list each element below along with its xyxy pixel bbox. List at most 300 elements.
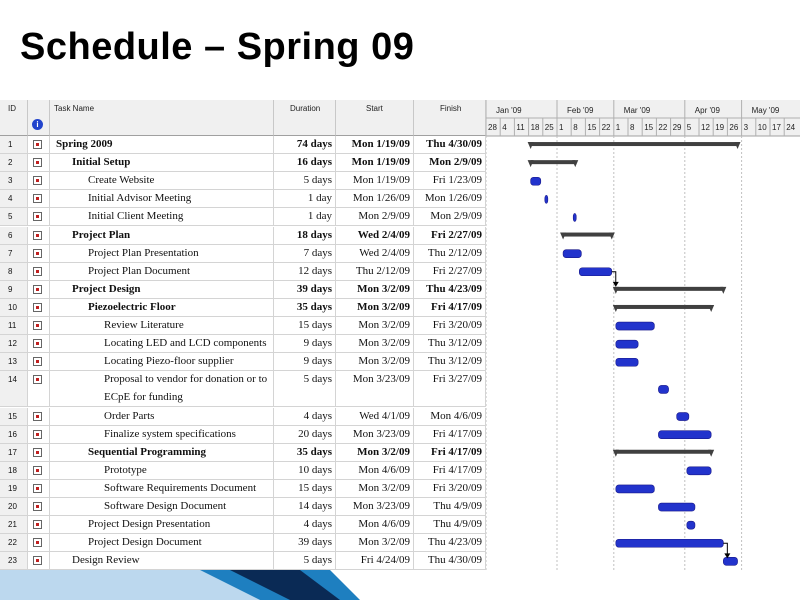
task-indicator[interactable] — [28, 552, 50, 569]
task-name-cell[interactable] — [50, 462, 274, 479]
task-duration: 5 days — [303, 373, 332, 386]
task-start: Mon 1/26/09 — [352, 192, 410, 205]
task-finish-cell[interactable] — [414, 353, 486, 370]
task-start-cell[interactable] — [336, 208, 414, 225]
task-duration: 5 days — [303, 554, 332, 567]
task-indicator[interactable] — [28, 516, 50, 533]
task-id: 20 — [0, 498, 28, 515]
task-duration-cell[interactable] — [274, 245, 336, 262]
table-row[interactable] — [0, 227, 486, 245]
note-icon — [33, 430, 42, 439]
gantt-chart — [0, 100, 800, 572]
task-finish: Thu 3/12/09 — [427, 355, 482, 368]
task-bar — [658, 503, 695, 511]
table-row[interactable] — [0, 136, 486, 154]
task-name: Project Plan Presentation — [88, 246, 199, 259]
task-id: 21 — [0, 516, 28, 533]
task-finish: Thu 2/12/09 — [427, 246, 482, 259]
task-name: Create Website — [88, 174, 155, 187]
task-id: 19 — [0, 480, 28, 497]
task-start-cell[interactable] — [336, 227, 414, 244]
week-label: 15 — [644, 123, 654, 132]
task-finish-cell[interactable] — [414, 444, 486, 461]
task-duration: 4 days — [303, 518, 332, 531]
task-id: 12 — [0, 335, 28, 352]
task-duration-cell[interactable] — [274, 498, 336, 515]
task-duration: 74 days — [296, 138, 332, 150]
task-id: 16 — [0, 426, 28, 443]
task-bar — [687, 467, 711, 475]
task-start: Mon 3/2/09 — [358, 481, 410, 494]
task-name: Project Design — [72, 282, 141, 295]
task-id: 6 — [0, 227, 28, 244]
week-label: 8 — [573, 123, 578, 132]
task-indicator[interactable] — [28, 444, 50, 461]
task-start-cell[interactable] — [336, 317, 414, 334]
task-id: 1 — [0, 136, 28, 153]
task-indicator[interactable] — [28, 281, 50, 298]
task-name: Design Review — [72, 554, 140, 567]
task-duration: 15 days — [298, 481, 332, 494]
task-start: Mon 3/2/09 — [358, 319, 410, 331]
note-icon — [33, 502, 42, 511]
task-duration-cell[interactable] — [274, 444, 336, 461]
task-start: Mon 1/19/09 — [351, 138, 410, 150]
task-name-cell[interactable] — [50, 317, 274, 334]
task-name-cell[interactable] — [50, 426, 274, 443]
week-label: 10 — [757, 123, 767, 132]
task-duration-cell[interactable] — [274, 516, 336, 533]
start-column-header[interactable]: Start — [336, 100, 414, 136]
task-duration: 16 days — [296, 156, 332, 169]
gantt-timeline — [486, 100, 800, 572]
task-start-cell[interactable] — [336, 444, 414, 461]
task-duration: 18 days — [296, 228, 332, 241]
summary-bar — [531, 160, 576, 164]
note-icon — [33, 212, 42, 221]
task-duration: 14 days — [298, 500, 332, 512]
table-row[interactable] — [0, 335, 486, 353]
task-name-cell[interactable] — [50, 353, 274, 370]
task-duration-cell[interactable] — [274, 281, 336, 298]
task-start-cell[interactable] — [336, 552, 414, 569]
task-duration-cell[interactable] — [274, 552, 336, 569]
task-duration: 1 day — [307, 210, 332, 223]
slide-decoration — [0, 570, 800, 600]
task-finish-cell[interactable] — [414, 172, 486, 189]
task-start-cell[interactable] — [336, 371, 414, 406]
table-row[interactable] — [0, 516, 486, 534]
table-row[interactable] — [0, 353, 486, 371]
task-finish-cell[interactable] — [414, 462, 486, 479]
task-start: Wed 4/1/09 — [359, 409, 410, 422]
task-start-cell[interactable] — [336, 172, 414, 189]
task-start: Mon 1/19/09 — [351, 156, 410, 169]
month-label: Feb '09 — [567, 106, 594, 115]
task-id: 23 — [0, 552, 28, 569]
task-finish: Thu 4/23/09 — [426, 282, 482, 295]
summary-bar — [616, 305, 711, 309]
task-start: Mon 3/23/09 — [352, 500, 410, 512]
task-name: Spring 2009 — [56, 138, 113, 150]
task-id: 15 — [0, 408, 28, 425]
id-column-header[interactable]: ID — [0, 100, 28, 136]
task-finish-cell[interactable] — [414, 245, 486, 262]
task-name-cell[interactable] — [50, 245, 274, 262]
task-indicator[interactable] — [28, 335, 50, 352]
task-indicator[interactable] — [28, 498, 50, 515]
task-bar — [531, 177, 541, 185]
task-indicator[interactable] — [28, 462, 50, 479]
task-bar — [723, 557, 737, 565]
task-duration-cell[interactable] — [274, 335, 336, 352]
task-id: 4 — [0, 190, 28, 207]
task-name-cell[interactable] — [50, 335, 274, 352]
task-name-column-header[interactable]: Task Name — [50, 100, 274, 136]
task-duration: 35 days — [296, 300, 332, 313]
week-label: 22 — [601, 123, 611, 132]
task-start-cell[interactable] — [336, 154, 414, 171]
task-finish: Thu 3/12/09 — [427, 337, 482, 350]
task-duration-cell[interactable] — [274, 534, 336, 551]
week-label: 15 — [587, 123, 597, 132]
task-start-cell[interactable] — [336, 353, 414, 370]
week-label: 19 — [715, 123, 725, 132]
finish-column-header[interactable]: Finish — [414, 100, 486, 136]
task-finish: Fri 4/17/09 — [430, 300, 482, 313]
task-name-cell[interactable] — [50, 154, 274, 171]
task-bar — [616, 340, 638, 348]
table-row[interactable] — [0, 480, 486, 498]
task-finish-cell[interactable] — [414, 208, 486, 225]
task-start: Mon 2/9/09 — [358, 210, 410, 223]
note-icon — [33, 321, 42, 330]
task-name-cell[interactable] — [50, 281, 274, 298]
task-id: 9 — [0, 281, 28, 298]
note-icon — [33, 357, 42, 366]
task-name: Initial Advisor Meeting — [88, 192, 192, 205]
table-row[interactable] — [0, 172, 486, 190]
task-start-cell[interactable] — [336, 190, 414, 207]
note-icon — [33, 448, 42, 457]
task-finish: Mon 4/6/09 — [430, 409, 482, 422]
task-start-cell[interactable] — [336, 281, 414, 298]
task-id: 8 — [0, 263, 28, 280]
summary-bar — [616, 287, 724, 291]
task-name-cell[interactable] — [50, 498, 274, 515]
task-finish-cell[interactable] — [414, 426, 486, 443]
task-indicator[interactable] — [28, 408, 50, 425]
task-bar — [677, 413, 689, 421]
task-start-cell[interactable] — [336, 136, 414, 153]
table-row[interactable] — [0, 208, 486, 226]
week-label: 12 — [701, 123, 710, 132]
task-finish-cell[interactable] — [414, 190, 486, 207]
task-indicator[interactable] — [28, 136, 50, 153]
table-row[interactable] — [0, 317, 486, 335]
task-indicator[interactable] — [28, 190, 50, 207]
task-finish-cell[interactable] — [414, 281, 486, 298]
task-start-cell[interactable] — [336, 426, 414, 443]
indicator-column-header[interactable] — [28, 100, 50, 136]
task-duration-cell[interactable] — [274, 154, 336, 171]
task-start-cell[interactable] — [336, 245, 414, 262]
task-finish-cell[interactable] — [414, 516, 486, 533]
task-id: 7 — [0, 245, 28, 262]
task-start: Mon 3/2/09 — [357, 300, 410, 313]
week-label: 28 — [488, 123, 497, 132]
week-label: 17 — [772, 123, 781, 132]
table-row[interactable] — [0, 263, 486, 281]
month-label: Jan '09 — [496, 106, 522, 115]
task-name-cell[interactable] — [50, 516, 274, 533]
note-icon — [33, 303, 42, 312]
note-icon — [33, 231, 42, 240]
task-id: 14 — [0, 371, 28, 406]
task-finish-cell[interactable] — [414, 299, 486, 316]
task-name: Prototype — [104, 463, 147, 476]
task-name: Project Design Presentation — [88, 518, 211, 531]
task-name-cell[interactable] — [50, 552, 274, 569]
task-start-cell[interactable] — [336, 462, 414, 479]
task-duration: 1 day — [307, 192, 332, 205]
task-start-cell[interactable] — [336, 516, 414, 533]
task-name: Software Requirements Document — [104, 481, 257, 494]
task-start-cell[interactable] — [336, 408, 414, 425]
task-start: Wed 2/4/09 — [357, 228, 410, 241]
note-icon — [33, 538, 42, 547]
task-finish: Fri 4/17/09 — [432, 463, 482, 476]
task-name-cell[interactable] — [50, 136, 274, 153]
note-icon — [33, 249, 42, 258]
task-id: 2 — [0, 154, 28, 171]
task-start: Mon 3/23/09 — [352, 373, 410, 386]
note-icon — [33, 339, 42, 348]
month-label: May '09 — [751, 106, 780, 115]
task-indicator[interactable] — [28, 154, 50, 171]
task-start: Mon 4/6/09 — [358, 463, 410, 476]
task-indicator[interactable] — [28, 534, 50, 551]
task-duration-cell[interactable] — [274, 208, 336, 225]
task-name: Locating LED and LCD components — [104, 337, 267, 350]
task-name: Initial Setup — [72, 156, 131, 169]
task-name-cell[interactable] — [50, 534, 274, 551]
note-icon — [33, 556, 42, 565]
task-start: Mon 3/2/09 — [358, 337, 410, 350]
task-bar — [616, 358, 638, 366]
task-duration-cell[interactable] — [274, 353, 336, 370]
task-start: Mon 3/23/09 — [352, 427, 410, 440]
task-duration-cell[interactable] — [274, 371, 336, 406]
task-duration: 39 days — [296, 282, 332, 295]
task-duration-cell[interactable] — [274, 426, 336, 443]
task-duration-cell[interactable] — [274, 227, 336, 244]
week-label: 22 — [658, 123, 668, 132]
task-name-cell[interactable] — [50, 408, 274, 425]
task-bar — [616, 485, 655, 493]
task-name-cell[interactable] — [50, 299, 274, 316]
task-id: 17 — [0, 444, 28, 461]
task-name: Project Plan — [72, 228, 131, 241]
task-finish: Fri 4/17/09 — [430, 445, 482, 458]
task-finish: Thu 4/30/09 — [427, 554, 482, 567]
task-indicator[interactable] — [28, 317, 50, 334]
task-start: Mon 4/6/09 — [358, 518, 410, 531]
task-name: Locating Piezo-floor supplier — [104, 355, 234, 368]
task-duration-cell[interactable] — [274, 299, 336, 316]
task-start-cell[interactable] — [336, 335, 414, 352]
task-id: 18 — [0, 462, 28, 479]
table-row[interactable] — [0, 462, 486, 480]
task-name-cell[interactable] — [50, 263, 274, 280]
task-finish-cell[interactable] — [414, 227, 486, 244]
task-start-cell[interactable] — [336, 480, 414, 497]
note-icon — [33, 176, 42, 185]
task-indicator[interactable] — [28, 172, 50, 189]
task-name: Finalize system specifications — [104, 427, 236, 440]
table-row[interactable] — [0, 190, 486, 208]
task-indicator[interactable] — [28, 263, 50, 280]
task-indicator[interactable] — [28, 208, 50, 225]
summary-bar — [616, 450, 711, 454]
task-finish-cell[interactable] — [414, 552, 486, 569]
table-row[interactable] — [0, 154, 486, 172]
task-bar — [658, 431, 711, 439]
task-start-cell[interactable] — [336, 534, 414, 551]
table-row[interactable] — [0, 534, 486, 552]
task-start: Mon 3/2/09 — [357, 282, 410, 295]
table-row[interactable] — [0, 426, 486, 444]
table-row[interactable] — [0, 299, 486, 317]
task-finish: Mon 1/26/09 — [424, 192, 482, 205]
task-duration: 4 days — [303, 409, 332, 422]
note-icon — [33, 158, 42, 167]
note-icon — [33, 375, 42, 384]
task-name: Project Plan Document — [88, 264, 191, 277]
task-name-cell[interactable] — [50, 190, 274, 207]
table-row[interactable] — [0, 371, 486, 407]
task-name-cell[interactable] — [50, 227, 274, 244]
task-start: Thu 2/12/09 — [355, 264, 410, 277]
task-indicator[interactable] — [28, 480, 50, 497]
task-id: 22 — [0, 534, 28, 551]
note-icon — [33, 520, 42, 529]
task-name-cell[interactable] — [50, 172, 274, 189]
task-finish-cell[interactable] — [414, 534, 486, 551]
note-icon — [33, 466, 42, 475]
task-name: Sequential Programming — [88, 445, 207, 458]
month-label: Mar '09 — [623, 106, 651, 115]
task-duration-cell[interactable] — [274, 317, 336, 334]
task-bar — [687, 521, 695, 529]
table-row[interactable] — [0, 245, 486, 263]
task-bar — [658, 385, 668, 393]
task-duration-cell[interactable] — [274, 190, 336, 207]
task-finish: Fri 2/27/09 — [430, 228, 482, 241]
summary-bar — [531, 142, 738, 146]
task-finish-cell[interactable] — [414, 408, 486, 425]
task-name-line2: ECpE for funding — [104, 391, 183, 404]
task-name: Review Literature — [104, 319, 184, 331]
task-duration: 10 days — [298, 463, 332, 476]
month-label: Apr '09 — [694, 106, 720, 115]
week-label: 8 — [630, 123, 635, 132]
duration-column-header[interactable]: Duration — [274, 100, 336, 136]
task-indicator[interactable] — [28, 371, 50, 406]
task-finish: Thu 4/9/09 — [433, 500, 482, 512]
summary-bar — [563, 233, 612, 237]
task-name: Piezoelectric Floor — [88, 300, 176, 313]
task-indicator[interactable] — [28, 353, 50, 370]
task-id: 13 — [0, 353, 28, 370]
task-duration-cell[interactable] — [274, 136, 336, 153]
table-row[interactable] — [0, 552, 486, 570]
task-finish-cell[interactable] — [414, 154, 486, 171]
task-bar — [616, 539, 724, 547]
task-name: Project Design Document — [88, 536, 202, 549]
task-finish: Fri 3/27/09 — [432, 373, 482, 386]
task-start: Mon 3/2/09 — [357, 445, 410, 458]
task-bar — [573, 213, 576, 221]
task-id: 3 — [0, 172, 28, 189]
task-finish: Mon 2/9/09 — [429, 156, 482, 169]
note-icon — [33, 285, 42, 294]
task-finish-cell[interactable] — [414, 480, 486, 497]
task-name-cell[interactable] — [50, 208, 274, 225]
task-duration-cell[interactable] — [274, 263, 336, 280]
task-finish: Fri 3/20/09 — [432, 319, 482, 331]
task-finish-cell[interactable] — [414, 317, 486, 334]
task-duration-cell[interactable] — [274, 172, 336, 189]
note-icon — [33, 140, 42, 149]
task-bar — [545, 195, 548, 203]
task-duration: 7 days — [303, 246, 332, 259]
table-row[interactable] — [0, 498, 486, 516]
task-name: Order Parts — [104, 409, 155, 422]
task-finish-cell[interactable] — [414, 371, 486, 406]
task-duration-cell[interactable] — [274, 408, 336, 425]
task-indicator[interactable] — [28, 245, 50, 262]
task-name-cell[interactable] — [50, 371, 274, 406]
task-duration-cell[interactable] — [274, 462, 336, 479]
task-indicator[interactable] — [28, 227, 50, 244]
task-start-cell[interactable] — [336, 263, 414, 280]
task-indicator[interactable] — [28, 426, 50, 443]
task-finish-cell[interactable] — [414, 335, 486, 352]
task-duration: 9 days — [303, 355, 332, 368]
table-row[interactable] — [0, 444, 486, 462]
task-id: 10 — [0, 299, 28, 316]
task-start-cell[interactable] — [336, 498, 414, 515]
week-label: 4 — [502, 123, 507, 132]
task-start-cell[interactable] — [336, 299, 414, 316]
task-finish-cell[interactable] — [414, 136, 486, 153]
task-name: Software Design Document — [104, 500, 227, 512]
week-label: 26 — [729, 123, 739, 132]
week-label: 1 — [559, 123, 564, 132]
task-duration-cell[interactable] — [274, 480, 336, 497]
task-finish-cell[interactable] — [414, 498, 486, 515]
task-bar — [616, 322, 655, 330]
task-indicator[interactable] — [28, 299, 50, 316]
task-name-cell[interactable] — [50, 444, 274, 461]
task-duration: 35 days — [296, 445, 332, 458]
task-name-cell[interactable] — [50, 480, 274, 497]
table-row[interactable] — [0, 408, 486, 426]
table-row[interactable] — [0, 281, 486, 299]
task-finish-cell[interactable] — [414, 263, 486, 280]
task-finish: Fri 4/17/09 — [432, 427, 482, 440]
